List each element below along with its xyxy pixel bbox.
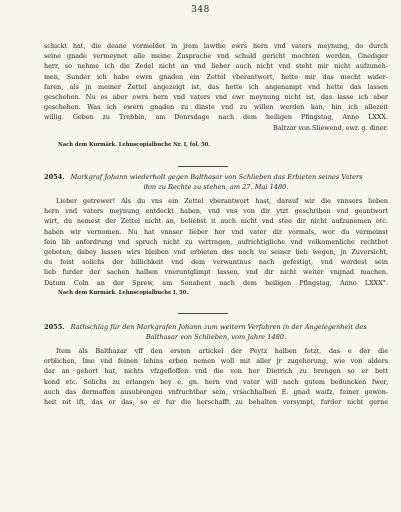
text-line: fein lib anfordrung vnd spruch nicht zu vertragen, aufrichtigliche vnd volkomenliche rechtbot [44, 237, 388, 246]
text-line: herr, so nehme ich die Zedel nicht an vnd lieber auch nicht vnd steht mir nicht aufzuneh- [44, 62, 388, 71]
source-note: Nach dem Kurmärk. Lehnscopialbuche Nr. I, fol. 50. [58, 142, 211, 148]
document-2055-heading [44, 322, 388, 343]
text-line: heit nit ift, das er das, so er fur die herschafft zu behalten vorsympt, furder nicht gerne [44, 398, 388, 407]
text-line: wirt, du nemest der Zettel nicht an, beliebst it auch nicht vnd stee dir nicht aufzunemen etc. [44, 217, 388, 226]
letter-continuation [44, 41, 388, 133]
text-line: seine gnade vermeynet alle meine Zusprache vnd schuld gericht mochten werden, Gnediger [44, 52, 388, 61]
text-line: faren, als jn meiner Zettel angezeigt ist, das hette ich angenampt vnd hette das lassen [44, 82, 388, 91]
text-line: lieb furder der sachen halben vneruntglimpt lassen, vnd dir nicht weiter vngnad machen. [44, 268, 388, 277]
document-2054-heading [44, 172, 388, 193]
text-line: willig. Geben zu Trebbin, am Donrsdage nach dem heiligen Pfingstag, Anno LXXX. [44, 113, 388, 122]
text-line: du feist solichs der billichkeit vnd dem verwantnus nach gefestigt, vnd werdest sein [44, 258, 388, 267]
text-line: haben wir vernomen. Nu hat vnnser lieber her vnd vater dir vormals, wor du vermeinst [44, 227, 388, 236]
text-line: Lieber getrewer! Als du vns ein Zettel vberantwort hast, darauf wir die vnnsers lieben [56, 197, 388, 205]
document-2055-body [44, 346, 388, 407]
text-line: geschehen. Was ich ewern gnaden zu dinste vnd zu willen werden kan, bin ich allezeit [44, 103, 388, 112]
document-number: 2055. [44, 323, 65, 331]
text-line: Item als Balthazar vff den ersten artickel der Peytz halben fetzt, das e der die [56, 347, 388, 355]
document-number: 2054. [44, 173, 65, 181]
text-line: geboten, dabey lassen wirs bleiben vnd erbieten des noch vo seiner lieb wegen, jn Zuversicht, [44, 248, 388, 257]
source-note: Nach dem Kurmärk. Lehnscopialbuche I, 50. [58, 290, 189, 296]
text-line: dar an gehort hat, nichts vfzgefloffen vnd die von her Dietrich zu brengen so er bett [44, 367, 388, 376]
text-line: auch das dermaffen ausubrengen vnfruchtbar sein, vrsachhalben E. gnad waifz, feiner gewon- [44, 387, 388, 396]
heading-text: ihm zu Rechte zu stehen, am 27. Mai 1480. [143, 183, 289, 192]
heading-text: Markgraf Johann wiederholt gegen Balthasar von Schlieben das Erbieten seines Vaters [70, 173, 363, 181]
text-line: kond etc. Solichs zu erlangen bey e. gn. hern vnd vater will nach gutem beduncken fwer, [44, 377, 388, 386]
section-divider [178, 313, 228, 314]
text-line: erblichen, Ime vnd feinen lehins erben nemen woll mit aller jr zugehorung, wie von alders [44, 357, 388, 366]
text-line: men, Sunder ich habe ewrn gnaden ein Zettel vberantwort, hette mir das mocht wider- [44, 72, 388, 81]
document-2054-body [44, 196, 388, 288]
section-divider [178, 166, 228, 167]
text-line: geschehen. Nu es aber ewrs hern vnd vaters vnd ewr meynung nicht ist, das lasse ich aber [44, 93, 388, 102]
text-line: hern vnd vaters meynung entdeckt haben, vnd vns von dir ytzt geschriben vnd geantwort [44, 207, 388, 216]
heading-text: Rathschlag für den Markgrafen Johann zum weitern Verfahren in der Angelegenheit des [70, 323, 367, 331]
heading-text: Balthasar von Schlieben, vom Jahre 1480. [145, 333, 287, 342]
text-line: Datum Coln an der Sprew, am Sonabent nach dem heiligen Pfingstag, Anno LXXX°. [44, 278, 388, 287]
page-number: 348 [191, 5, 210, 15]
signature-line: Baltzar von Sliewend, ewr. g. diner. [273, 123, 388, 132]
text-line: schickt hat, die deane vormeldet in jrem lawthe ewrs hern vnd vaters meynung, do durch [44, 42, 388, 50]
